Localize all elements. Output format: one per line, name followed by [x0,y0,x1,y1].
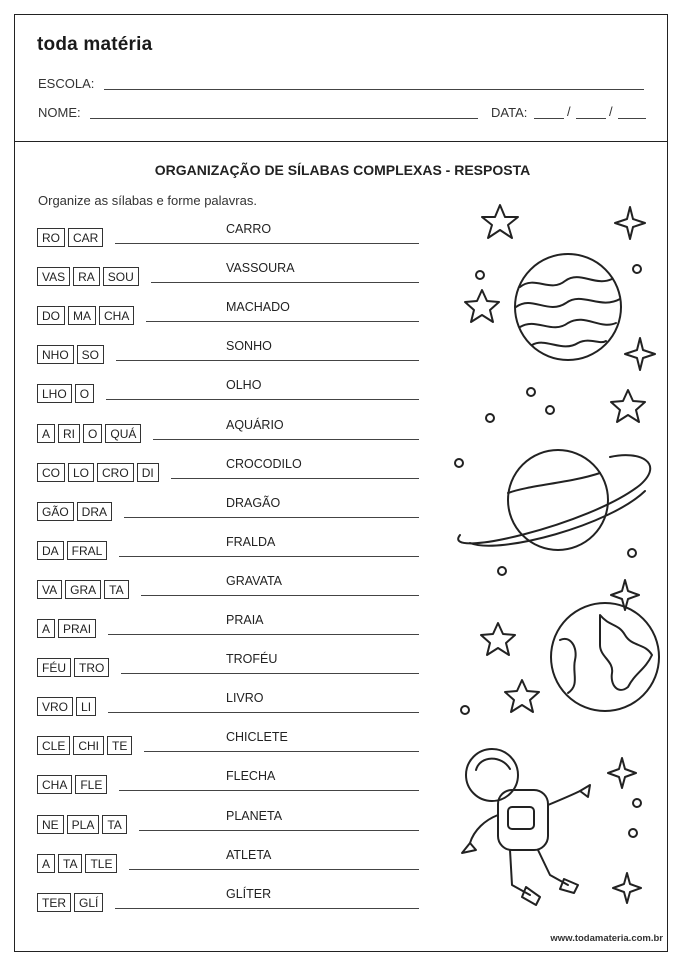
exercise-row [37,730,427,758]
answer-line[interactable] [115,908,419,909]
syllable-box[interactable]: SOU [103,267,139,286]
syllable-box[interactable]: CAR [68,228,103,247]
syllable-box[interactable]: LI [76,697,96,716]
exercise-row [37,222,427,250]
answer-word: FRALDA [226,534,276,549]
answer-line[interactable] [144,751,419,752]
syllable-box[interactable]: DI [137,463,159,482]
answer-word: PRAIA [226,613,264,627]
planet-icon [515,254,621,360]
exercise-row [37,261,427,289]
exercise-row [37,808,427,837]
exercise-row [37,378,427,406]
syllable-box[interactable]: MA [68,306,96,325]
exercise-row [37,847,427,876]
date-separator: / [567,104,571,119]
star-icon [615,207,645,239]
answer-line[interactable] [171,478,419,479]
exercise-row [37,495,427,524]
answer-word: GLÍTER [226,886,272,901]
school-label: ESCOLA: [38,76,95,91]
star-icon [482,205,518,238]
syllable-box[interactable]: SO [77,345,104,364]
syllable-box[interactable]: DA [37,541,64,560]
syllable-box[interactable]: TER [37,893,71,912]
syllable-group [37,424,141,443]
syllable-group [37,736,132,755]
syllable-group [37,815,127,834]
answer-word: GRAVATA [226,573,283,588]
syllable-box[interactable]: CRO [97,463,134,482]
answer-line[interactable] [151,282,419,283]
syllable-box[interactable]: TRO [74,658,109,677]
syllable-group [37,267,139,286]
syllable-box[interactable]: PLA [67,815,100,834]
answer-line[interactable] [121,673,419,674]
answer-line[interactable] [124,517,419,518]
answer-word: FLECHA [226,769,276,784]
star-icon [481,623,515,655]
syllable-box[interactable]: CO [37,463,65,482]
date-label: DATA: [491,105,528,120]
answer-line[interactable] [146,321,419,322]
syllable-group [37,697,96,716]
logo: toda matéria [37,34,153,55]
name-field[interactable] [90,118,478,119]
syllable-group [37,502,112,521]
syllable-group [37,463,159,482]
syllable-box[interactable]: PRAI [58,619,96,638]
worksheet-title: ORGANIZAÇÃO DE SÍLABAS COMPLEXAS - RESPOSTA [154,162,531,178]
syllable-box[interactable]: TA [104,580,128,599]
syllable-box[interactable]: CHA [37,775,72,794]
astronaut-icon [462,749,590,905]
syllable-group [37,658,109,677]
star-icon [613,873,641,903]
answer-word: CROCODILO [226,456,302,471]
answer-line[interactable] [106,399,419,400]
exercise-row [37,534,427,563]
header-divider [14,141,668,142]
star-icon [611,580,639,610]
answer-word: CARRO [226,222,272,236]
syllable-box[interactable]: FLE [75,775,107,794]
answer-line[interactable] [116,360,419,361]
footer-url[interactable]: www.todamateria.com.br [550,933,663,944]
answer-word: OLHO [226,378,262,393]
answer-line[interactable] [119,556,419,557]
syllable-box[interactable]: QUÁ [105,424,141,443]
answer-word: TROFÉU [226,652,278,667]
name-label: NOME: [38,105,81,120]
instructions: Organize as sílabas e forme palavras. [38,193,257,208]
syllable-box[interactable]: LO [68,463,94,482]
date-month-field[interactable] [576,118,606,119]
answer-line[interactable] [129,869,419,870]
syllable-box[interactable]: LHO [37,384,72,403]
syllable-box[interactable]: O [83,424,102,443]
school-field[interactable] [104,89,644,90]
syllable-box[interactable]: VAS [37,267,70,286]
exercise-row [37,456,427,485]
space-illustration [440,195,670,915]
answer-word: VASSOURA [226,261,295,276]
date-year-field[interactable] [618,118,646,119]
star-icon [505,680,539,712]
star-icon [611,390,645,422]
answer-word: PLANETA [226,808,283,823]
answer-word: AQUÁRIO [226,417,284,432]
star-icon [625,338,655,370]
syllable-box[interactable]: CHA [99,306,134,325]
answer-line[interactable] [153,439,419,440]
answer-line[interactable] [119,790,419,791]
answer-word: LIVRO [226,691,264,706]
syllable-box[interactable]: VA [37,580,62,599]
answer-word: CHICLETE [226,730,288,745]
exercise-row [37,339,427,367]
syllable-box[interactable]: VRO [37,697,73,716]
syllable-group [37,854,117,873]
exercise-row [37,300,427,328]
date-day-field[interactable] [534,118,564,119]
syllable-box[interactable]: GLÍ [74,893,103,912]
answer-line[interactable] [139,830,419,831]
syllable-box[interactable]: RI [58,424,80,443]
syllable-box[interactable]: O [75,384,94,403]
syllable-group [37,580,129,599]
syllable-box[interactable]: TLE [85,854,117,873]
earth-icon [551,603,659,711]
syllable-box[interactable]: NHO [37,345,74,364]
syllable-box[interactable]: DO [37,306,65,325]
exercise-row [37,886,427,915]
syllable-box[interactable]: RO [37,228,65,247]
syllable-box[interactable]: A [37,854,55,873]
answer-line[interactable] [141,595,419,596]
answer-word: DRAGÃO [226,495,281,510]
answer-word: MACHADO [226,300,290,315]
syllable-group [37,893,103,912]
syllable-box[interactable]: GRA [65,580,101,599]
syllable-box[interactable]: FRAL [67,541,108,560]
syllable-box[interactable]: NE [37,815,64,834]
exercise-row [37,652,427,680]
syllable-box[interactable]: DRA [77,502,112,521]
syllable-box[interactable]: CHI [73,736,104,755]
syllable-group [37,384,94,403]
star-icon [465,290,499,322]
syllable-box[interactable]: TE [107,736,132,755]
answer-word: ATLETA [226,847,272,862]
syllable-box[interactable]: A [37,619,55,638]
syllable-box[interactable]: FÉU [37,658,71,677]
syllable-box[interactable]: TA [102,815,126,834]
syllable-group [37,619,96,638]
exercise-row [37,573,427,602]
exercise-row [37,417,427,446]
answer-line[interactable] [115,243,419,244]
syllable-group [37,775,107,794]
syllable-group [37,345,104,364]
syllable-box[interactable]: TA [58,854,82,873]
syllable-box[interactable]: GÃO [37,502,74,521]
ringed-planet-icon [458,450,650,550]
answer-line[interactable] [108,634,419,635]
answer-line[interactable] [108,712,419,713]
syllable-group [37,541,107,560]
syllable-group [37,306,134,325]
exercise-row [37,613,427,641]
exercise-row [37,769,427,797]
date-separator: / [609,104,613,119]
exercise-row [37,691,427,719]
syllable-box[interactable]: CLE [37,736,70,755]
syllable-group [37,228,103,247]
star-icon [608,758,636,788]
syllable-box[interactable]: RA [73,267,100,286]
answer-word: SONHO [226,339,272,354]
syllable-box[interactable]: A [37,424,55,443]
